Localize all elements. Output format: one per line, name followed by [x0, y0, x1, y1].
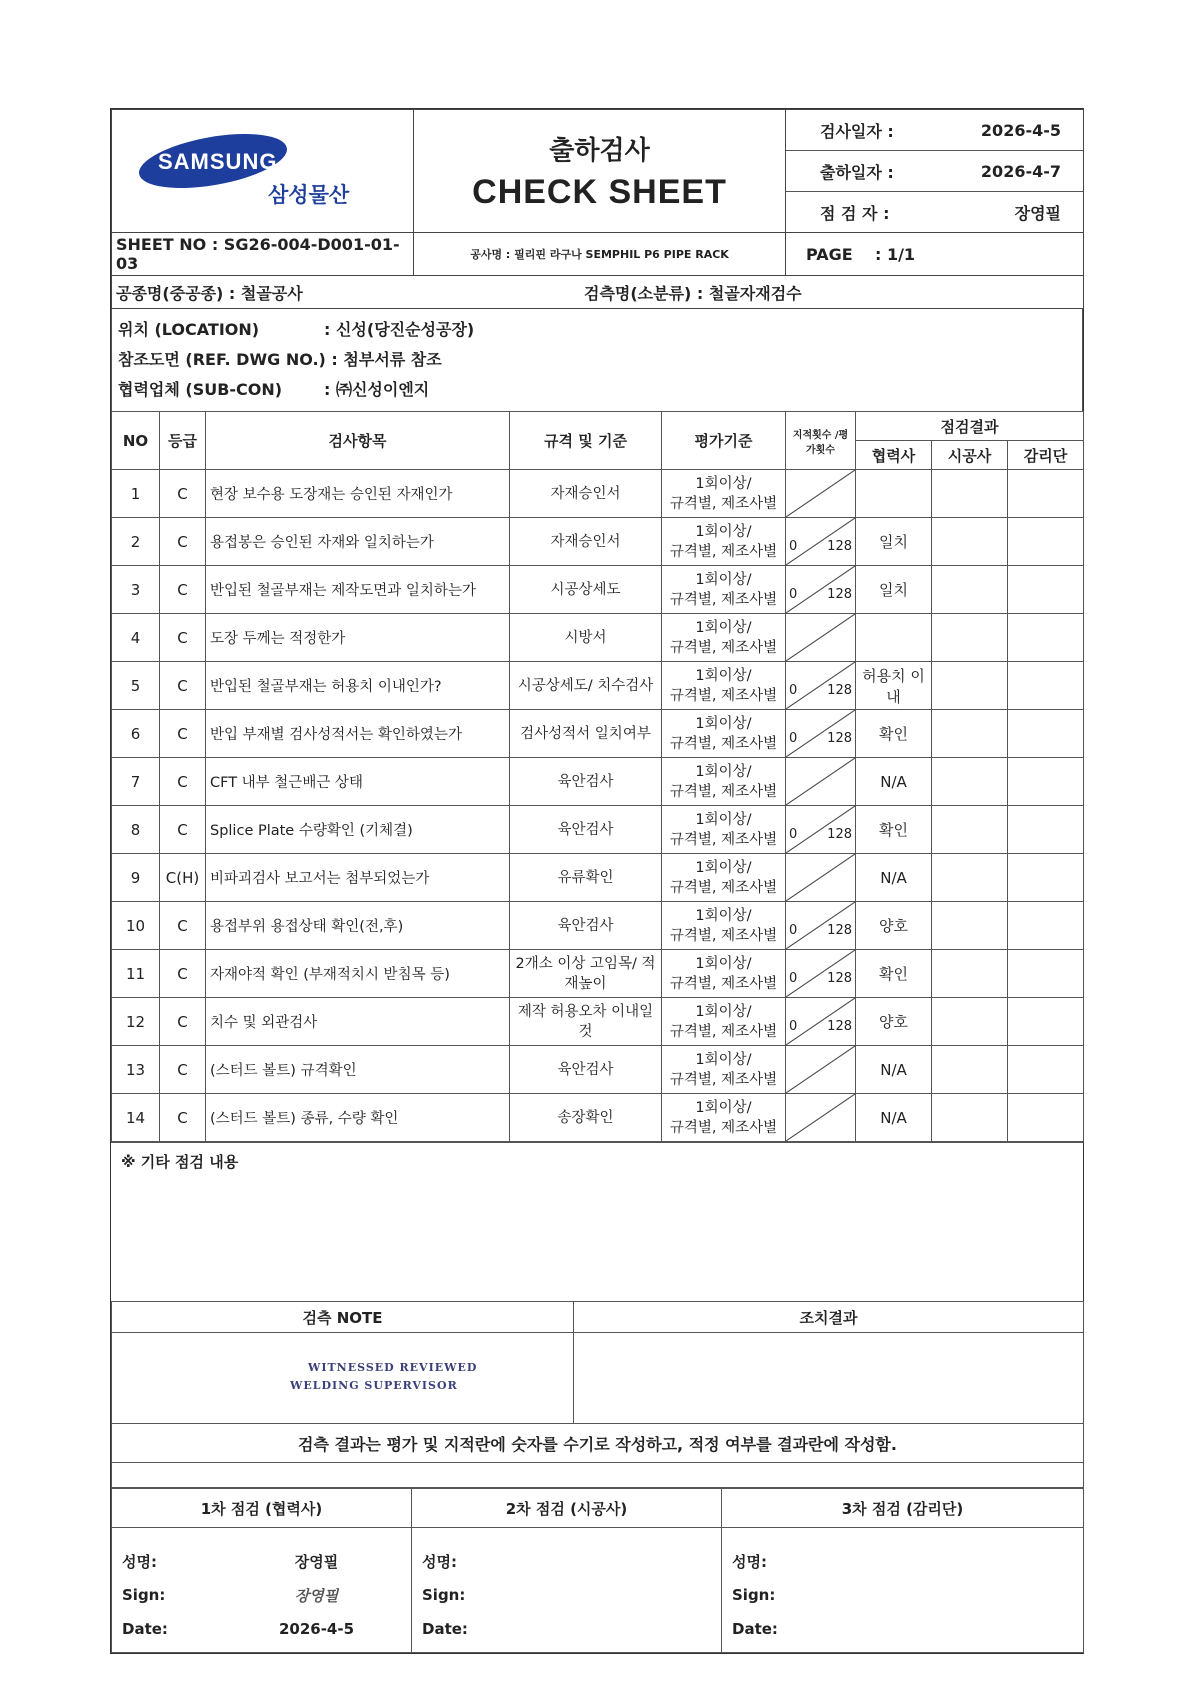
third-date-label: Date:	[732, 1620, 778, 1638]
eval-line-1: 1회이상/	[695, 571, 752, 588]
row-item: 반입된 철골부재는 허용치 이내인가?	[206, 662, 510, 710]
eval-line-1: 1회이상/	[695, 715, 752, 732]
row-result-contractor	[932, 854, 1008, 902]
note-left-title: 검측 NOTE	[112, 1302, 574, 1333]
row-item: 현장 보수용 도장재는 승인된 자재인가	[206, 470, 510, 518]
page-number: : 1/1	[874, 244, 916, 264]
row-result-contractor	[932, 566, 1008, 614]
row-count	[786, 950, 856, 998]
row-standard: 육안검사	[510, 1046, 662, 1094]
remarks-area	[111, 1142, 1083, 1301]
project-name: 공사명 : 필리핀 라구나 SEMPHIL P6 PIPE RACK	[414, 233, 786, 276]
row-item: (스터드 볼트) 규격확인	[206, 1046, 510, 1094]
eval-line-1: 1회이상/	[695, 859, 752, 876]
title-english: CHECK SHEET	[472, 173, 727, 211]
table-row	[112, 614, 1084, 662]
eval-line-2: 규격별, 제조사별	[669, 879, 778, 896]
location-line	[118, 315, 1076, 345]
logo-cell	[112, 110, 414, 233]
row-eval	[662, 1046, 786, 1094]
row-result-supervisor	[1008, 662, 1084, 710]
row-grade: C	[160, 758, 206, 806]
count-evaluated: 128	[827, 970, 852, 986]
row-result-supervisor	[1008, 566, 1084, 614]
table-row	[112, 662, 1084, 710]
eval-line-1: 1회이상/	[695, 955, 752, 972]
first-name-label: 성명:	[122, 1552, 157, 1571]
row-result-partner: 일치	[856, 566, 932, 614]
eval-line-1: 1회이상/	[695, 1003, 752, 1020]
row-count	[786, 806, 856, 854]
count-flagged: 0	[789, 682, 798, 698]
eval-line-2: 규격별, 제조사별	[669, 495, 778, 512]
row-result-supervisor	[1008, 950, 1084, 998]
row-eval	[662, 662, 786, 710]
eval-line-2: 규격별, 제조사별	[669, 687, 778, 704]
page-label: PAGE	[806, 244, 853, 264]
row-result-partner: 일치	[856, 518, 932, 566]
eval-line-2: 규격별, 제조사별	[669, 831, 778, 848]
row-result-supervisor	[1008, 998, 1084, 1046]
row-result-supervisor	[1008, 902, 1084, 950]
row-count	[786, 518, 856, 566]
inspection-table	[111, 411, 1084, 1142]
row-result-partner: 양호	[856, 902, 932, 950]
row-result-partner: 확인	[856, 950, 932, 998]
row-result-supervisor	[1008, 518, 1084, 566]
row-eval	[662, 950, 786, 998]
supervisor-stamp	[112, 1333, 574, 1424]
eval-line-1: 1회이상/	[695, 763, 752, 780]
ref-value: 첨부서류 참조	[343, 350, 442, 369]
row-item: 비파괴검사 보고서는 첨부되었는가	[206, 854, 510, 902]
count-evaluated: 128	[827, 538, 852, 554]
row-result-partner: 확인	[856, 806, 932, 854]
row-grade: C	[160, 1046, 206, 1094]
row-count	[786, 566, 856, 614]
location-label: 위치 (LOCATION)	[118, 320, 260, 339]
row-eval	[662, 806, 786, 854]
row-eval	[662, 470, 786, 518]
count-evaluated: 128	[827, 922, 852, 938]
first-date-label: Date:	[122, 1620, 168, 1638]
third-check-block	[722, 1528, 1084, 1653]
work-type: 공종명(중공종) : 철골공사	[116, 283, 303, 303]
title-cell	[414, 110, 786, 233]
meta-cell	[786, 110, 1084, 233]
row-grade: C	[160, 518, 206, 566]
row-result-contractor	[932, 614, 1008, 662]
note-table	[111, 1301, 1084, 1488]
row-no: 1	[112, 470, 160, 518]
first-name: 장영필	[294, 1552, 339, 1571]
row-result-partner: N/A	[856, 758, 932, 806]
second-check-title: 2차 점검 (시공사)	[412, 1489, 722, 1528]
row-count	[786, 470, 856, 518]
third-check-title: 3차 점검 (감리단)	[722, 1489, 1084, 1528]
row-eval	[662, 758, 786, 806]
row-grade: C(H)	[160, 854, 206, 902]
row-no: 4	[112, 614, 160, 662]
table-row	[112, 758, 1084, 806]
count-flagged: 0	[789, 970, 798, 986]
first-check-block	[112, 1528, 412, 1653]
row-count	[786, 902, 856, 950]
row-no: 10	[112, 902, 160, 950]
row-result-partner: 확인	[856, 710, 932, 758]
row-no: 6	[112, 710, 160, 758]
ref-line	[118, 345, 1076, 375]
row-result-contractor	[932, 470, 1008, 518]
row-no: 12	[112, 998, 160, 1046]
location-value: : 신성(당진순성공장)	[324, 320, 475, 339]
row-eval	[662, 902, 786, 950]
row-standard: 검사성적서 일치여부	[510, 710, 662, 758]
row-grade: C	[160, 902, 206, 950]
inspect-date: 2026-4-5	[935, 110, 1084, 151]
row-eval	[662, 1094, 786, 1142]
first-sign-label: Sign:	[122, 1586, 166, 1604]
row-result-supervisor	[1008, 1046, 1084, 1094]
eval-line-2: 규격별, 제조사별	[669, 1071, 778, 1088]
col-standard: 규격 및 기준	[510, 412, 662, 470]
row-standard: 육안검사	[510, 902, 662, 950]
count-flagged: 0	[789, 1018, 798, 1034]
samsung-logo	[138, 131, 378, 211]
count-flagged: 0	[789, 730, 798, 746]
row-no: 14	[112, 1094, 160, 1142]
second-date-label: Date:	[422, 1620, 468, 1638]
row-standard: 자재승인서	[510, 518, 662, 566]
row-grade: C	[160, 710, 206, 758]
row-eval	[662, 566, 786, 614]
row-item: Splice Plate 수량확인 (기체결)	[206, 806, 510, 854]
table-row	[112, 566, 1084, 614]
row-standard: 2개소 이상 고임목/ 적재높이	[510, 950, 662, 998]
col-count: 지적횟수 /평가횟수	[786, 412, 856, 470]
inspect-date-label: 검사일자 :	[786, 110, 935, 151]
row-eval	[662, 710, 786, 758]
row-result-contractor	[932, 806, 1008, 854]
table-row	[112, 1046, 1084, 1094]
table-row	[112, 710, 1084, 758]
inspector-label: 점 검 자 :	[820, 203, 890, 223]
subcon-value: : ㈜신성이엔지	[324, 380, 430, 399]
row-result-supervisor	[1008, 806, 1084, 854]
eval-line-1: 1회이상/	[695, 811, 752, 828]
third-sign-label: Sign:	[732, 1586, 776, 1604]
table-row	[112, 998, 1084, 1046]
ref-label: 참조도면 (REF. DWG NO.) :	[118, 350, 338, 369]
count-evaluated: 128	[827, 826, 852, 842]
table-row	[112, 806, 1084, 854]
eval-line-1: 1회이상/	[695, 907, 752, 924]
row-result-partner: N/A	[856, 854, 932, 902]
col-item: 검사항목	[206, 412, 510, 470]
table-row	[112, 950, 1084, 998]
table-row	[112, 518, 1084, 566]
signoff-table	[111, 1488, 1084, 1653]
row-result-supervisor	[1008, 614, 1084, 662]
row-eval	[662, 998, 786, 1046]
col-contractor: 시공사	[932, 441, 1008, 470]
eval-line-1: 1회이상/	[695, 523, 752, 540]
row-item: (스터드 볼트) 종류, 수량 확인	[206, 1094, 510, 1142]
first-check-title: 1차 점검 (협력사)	[112, 1489, 412, 1528]
row-result-supervisor	[1008, 1094, 1084, 1142]
eval-line-2: 규격별, 제조사별	[669, 591, 778, 608]
row-standard: 시방서	[510, 614, 662, 662]
second-name-label: 성명:	[422, 1552, 457, 1571]
row-standard: 자재승인서	[510, 470, 662, 518]
note-right-title: 조치결과	[574, 1302, 1084, 1333]
row-count	[786, 662, 856, 710]
row-grade: C	[160, 470, 206, 518]
row-result-contractor	[932, 1046, 1008, 1094]
row-count	[786, 614, 856, 662]
col-partner: 협력사	[856, 441, 932, 470]
eval-line-1: 1회이상/	[695, 1099, 752, 1116]
row-no: 2	[112, 518, 160, 566]
row-result-contractor	[932, 710, 1008, 758]
eval-line-2: 규격별, 제조사별	[669, 1119, 778, 1136]
eval-line-1: 1회이상/	[695, 1051, 752, 1068]
row-result-contractor	[932, 998, 1008, 1046]
row-result-contractor	[932, 518, 1008, 566]
row-no: 3	[112, 566, 160, 614]
row-eval	[662, 854, 786, 902]
eval-line-2: 규격별, 제조사별	[669, 927, 778, 944]
row-eval	[662, 614, 786, 662]
row-standard: 제작 허용오차 이내일 것	[510, 998, 662, 1046]
row-result-supervisor	[1008, 470, 1084, 518]
eval-line-2: 규격별, 제조사별	[669, 783, 778, 800]
row-result-supervisor	[1008, 758, 1084, 806]
logo-brand: SAMSUNG	[158, 149, 278, 174]
check-sheet	[110, 108, 1084, 1654]
row-result-contractor	[932, 758, 1008, 806]
table-row	[112, 470, 1084, 518]
row-standard: 유류확인	[510, 854, 662, 902]
eval-line-2: 규격별, 제조사별	[669, 639, 778, 656]
col-eval: 평가기준	[662, 412, 786, 470]
row-item: 용접봉은 승인된 자재와 일치하는가	[206, 518, 510, 566]
inspector-name: 장영필	[1014, 203, 1061, 223]
row-result-contractor	[932, 950, 1008, 998]
eval-line-2: 규격별, 제조사별	[669, 735, 778, 752]
row-count	[786, 758, 856, 806]
count-flagged: 0	[789, 922, 798, 938]
table-row	[112, 902, 1084, 950]
row-count	[786, 1046, 856, 1094]
row-grade: C	[160, 614, 206, 662]
row-standard: 육안검사	[510, 806, 662, 854]
col-supervisor: 감리단	[1008, 441, 1084, 470]
eval-line-1: 1회이상/	[695, 475, 752, 492]
third-name-label: 성명:	[732, 1552, 767, 1571]
row-item: 반입된 철골부재는 제작도면과 일치하는가	[206, 566, 510, 614]
row-count	[786, 710, 856, 758]
subcon-line	[118, 375, 1076, 405]
count-flagged: 0	[789, 538, 798, 554]
row-item: 반입 부재별 검사성적서는 확인하였는가	[206, 710, 510, 758]
row-item: 자재야적 확인 (부재적치시 받침목 등)	[206, 950, 510, 998]
ship-date: 2026-4-7	[935, 151, 1084, 192]
stamp-bottom-text: WELDING SUPERVISOR	[290, 1379, 458, 1392]
inspection-name: 검측명(소분류) : 철골자재검수	[584, 283, 802, 303]
row-grade: C	[160, 998, 206, 1046]
col-result: 점검결과	[856, 412, 1084, 441]
row-item: CFT 내부 철근배근 상태	[206, 758, 510, 806]
second-sign-label: Sign:	[422, 1586, 466, 1604]
row-grade: C	[160, 662, 206, 710]
table-row	[112, 1094, 1084, 1142]
ship-date-label: 출하일자 :	[786, 151, 935, 192]
count-evaluated: 128	[827, 586, 852, 602]
count-evaluated: 128	[827, 682, 852, 698]
subcon-label: 협력업체 (SUB-CON)	[118, 380, 283, 399]
logo-korean: 삼성물산	[268, 183, 350, 207]
second-check-block	[412, 1528, 722, 1653]
count-evaluated: 128	[827, 1018, 852, 1034]
row-count	[786, 998, 856, 1046]
info-block	[111, 309, 1083, 411]
row-result-partner: 양호	[856, 998, 932, 1046]
row-count	[786, 1094, 856, 1142]
col-no: NO	[112, 412, 160, 470]
count-flagged: 0	[789, 586, 798, 602]
action-result-area	[574, 1333, 1084, 1424]
row-no: 5	[112, 662, 160, 710]
row-no: 8	[112, 806, 160, 854]
row-result-supervisor	[1008, 710, 1084, 758]
table-row	[112, 854, 1084, 902]
row-count	[786, 854, 856, 902]
row-result-contractor	[932, 1094, 1008, 1142]
row-result-supervisor	[1008, 854, 1084, 902]
first-date: 2026-4-5	[278, 1620, 355, 1638]
stamp-top-text: WITNESSED REVIEWED	[308, 1361, 478, 1374]
footer-message: 검측 결과는 평가 및 지적란에 숫자를 수기로 작성하고, 적정 여부를 결과란에 작성함.	[112, 1424, 1084, 1463]
row-eval	[662, 518, 786, 566]
row-result-partner	[856, 614, 932, 662]
row-result-partner: N/A	[856, 1046, 932, 1094]
eval-line-2: 규격별, 제조사별	[669, 975, 778, 992]
row-standard: 시공상세도	[510, 566, 662, 614]
row-standard: 시공상세도/ 치수검사	[510, 662, 662, 710]
row-grade: C	[160, 806, 206, 854]
eval-line-1: 1회이상/	[695, 667, 752, 684]
row-item: 치수 및 외관검사	[206, 998, 510, 1046]
row-item: 용접부위 용접상태 확인(전,후)	[206, 902, 510, 950]
row-no: 11	[112, 950, 160, 998]
row-standard: 육안검사	[510, 758, 662, 806]
eval-line-2: 규격별, 제조사별	[669, 543, 778, 560]
eval-line-2: 규격별, 제조사별	[669, 1023, 778, 1040]
count-flagged: 0	[789, 826, 798, 842]
row-result-partner: N/A	[856, 1094, 932, 1142]
row-no: 13	[112, 1046, 160, 1094]
row-item: 도장 두께는 적정한가	[206, 614, 510, 662]
row-no: 7	[112, 758, 160, 806]
row-result-contractor	[932, 662, 1008, 710]
first-signature: 장영필	[294, 1586, 339, 1605]
row-no: 9	[112, 854, 160, 902]
title-korean: 출하검사	[549, 136, 650, 166]
row-result-partner	[856, 470, 932, 518]
row-grade: C	[160, 950, 206, 998]
row-result-partner: 허용치 이내	[856, 662, 932, 710]
row-standard: 송장확인	[510, 1094, 662, 1142]
remarks-title: ※ 기타 점검 내용	[121, 1153, 239, 1171]
eval-line-1: 1회이상/	[695, 619, 752, 636]
sheet-no: SHEET NO : SG26-004-D001-01-03	[112, 233, 414, 276]
header-table	[111, 109, 1084, 309]
col-grade: 등급	[160, 412, 206, 470]
row-result-contractor	[932, 902, 1008, 950]
row-grade: C	[160, 566, 206, 614]
count-evaluated: 128	[827, 730, 852, 746]
row-grade: C	[160, 1094, 206, 1142]
